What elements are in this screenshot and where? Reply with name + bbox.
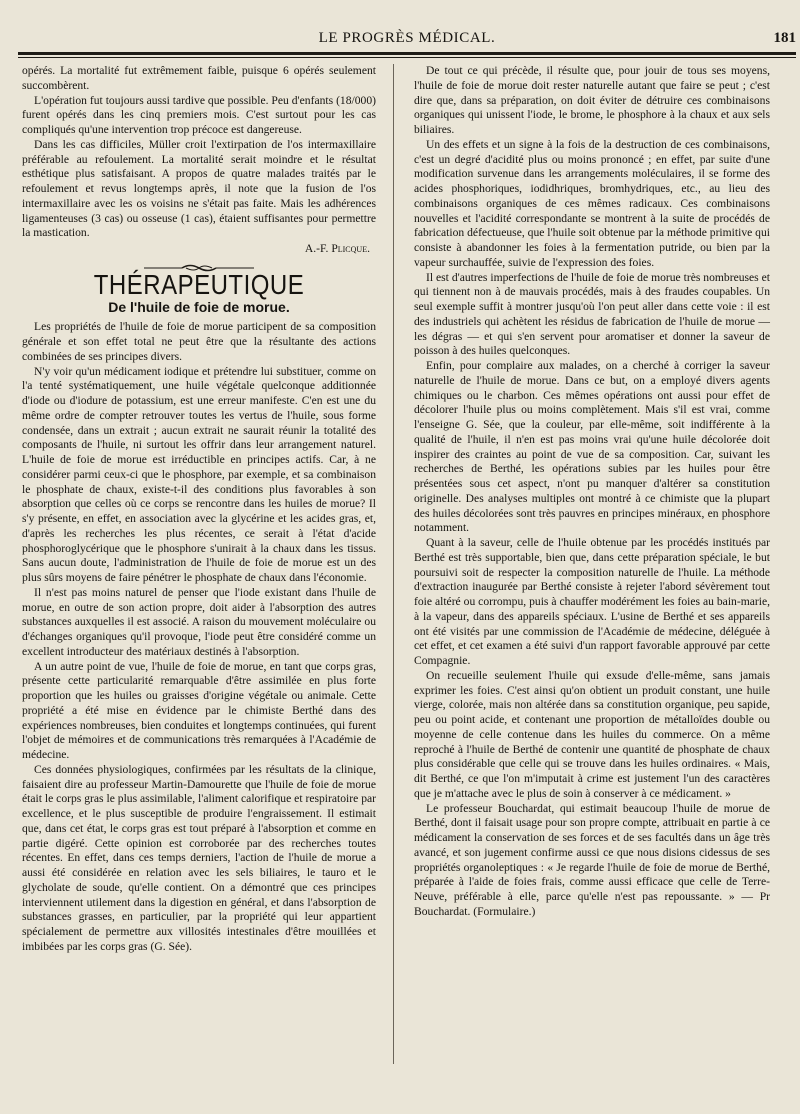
paragraph: De tout ce qui précède, il résulte que, pour jouir de tous ses moyens, l'huile de foie de morue doit rester naturelle autant que faire se peut ; c'est dire que, dans sa préparation, on doit éviter de détruire ces combinaisons organiques qui unissent l'iode, le brome, le phosphore à la chaux et aux sels biliaires.: [414, 64, 770, 136]
signature-name: Plicque.: [331, 242, 370, 255]
page-number: 181: [773, 30, 796, 46]
right-column: [414, 64, 770, 920]
paragraph: Un des effets et un signe à la fois de la destruction de ces combinaisons, c'est un degré d'acidité plus ou moins prononcé ; en effet, par suite d'une modification survenue dans les arrangements moléculaires, il se forme des acides phosphoriques, iodidhriques, bromhydriques, etc., au lieu des combinaisons organiques de ces mêmes radicaux. Ces combinaisons nouvelles et l'acidité correspondante se montrent à la suite de procédés de fabrication défectueuse, que l'huile soit obtenue par la méthode primitive qui consiste à abandonner les foies à la fermentation putride, ou bien par la vapeur surchauffée, suivie de l'expression des foies.: [414, 137, 770, 269]
paragraph: Il n'est pas moins naturel de penser que l'iode existant dans l'huile de morue, en outre de son action propre, doit aider à l'absorption des autres substances auxquelles il est associé. A raison du mouvement moléculaire ou d'échanges organiques qu'il provoque, l'iode peut être considéré comme un excellent introducteur des matériaux destinés à l'absorption.: [22, 585, 376, 658]
paragraph: Le professeur Bouchardat, qui estimait beaucoup l'huile de morue de Berthé, dont il faisait usage pour son propre compte, attribuait en partie à ce médicament la conservation de ses forces et de ses facultés dans un âge très avancé, et son jugement confirme aussi ce que nous disions cidessus de ses propriétés organoleptiques : « Je regarde l'huile de foie de morue de Berthé, préparée à l'aide de foies frais, comme aussi efficace que celle de Terre-Neuve, préférable à elle, parce qu'elle n'est pas repoussante. » — Pr Bouchardat. (Formulaire.): [414, 801, 770, 918]
column-divider: [393, 64, 394, 1064]
author-signature: [22, 242, 370, 257]
running-header: [18, 28, 796, 52]
paragraph: Quant à la saveur, celle de l'huile obtenue par les procédés institués par Berthé est très supportable, bien que, dans cette préparation spéciale, le but poursuivi soit de respecter la composition naturelle de l'huile. La méthode d'extraction inaugurée par Berthé consiste à rejeter l'abord sévèrement tout foie altéré ou corrompu, puis à chauffer modérément les foies au bain-marie, à la vapeur, dans des appareils spéciaux. L'usine de Berthé et ses appareils ont été visités par une commission de l'Académie de médecine, déléguée à cet effet, et cet examen a été suivi d'un rapport favorable approuvé par cette Compagnie.: [414, 536, 770, 667]
header-rule-thick: [18, 52, 796, 55]
section-title: THÉRAPEUTIQUE: [93, 269, 305, 301]
paragraph: A un autre point de vue, l'huile de foie de morue, en tant que corps gras, présente cette particularité remarquable d'être assimilée en plus forte proportion que les huiles ou graisses d'origine végétale ou animale. Cette propriété a été mise en évidence par le chimiste Berthé dans des expériences nombreuses, bien conduites et longtemps continuées, qui furent l'objet de mémoires et de communications très remarquées à l'Académie de médecine.: [22, 659, 376, 761]
paragraph: On recueille seulement l'huile qui exsude d'elle-même, sans jamais exprimer les foies. C'est ainsi qu'on obtient un produit constant, une huile vierge, colorée, mais non altérée dans sa constitution organique, peu sapide, peu ou point acide, et contenant une proportion de métalloïdes double ou moyenne de celle contenue dans les huiles du commerce. On a même reproché à l'huile de Berthé de contenir une quantité de phosphate de chaux plus considérable que celle qui se trouve dans les huiles ordinaires. « Mais, dit Berthé, ce que l'on m'imputait à crime est justement l'un des caractères que je m'attache avec le plus de soin à conserver à ce médicament. »: [414, 668, 770, 800]
left-column: [22, 64, 376, 955]
paragraph: Il est d'autres imperfections de l'huile de foie de morue très nombreuses et qui tiennent non à de mauvais procédés, mais à des fraudes coupables. Un seul exemple suffit à montrer jusqu'où l'on peut aller dans cette voie : il est des industriels qui achètent les résidus de fabrication de l'huile de morue — les dégras — et qui s'en servent pour aromatiser et donner la saveur de poisson à des huiles quelconques.: [414, 270, 770, 358]
paragraph: opérés. La mortalité fut extrêmement faible, puisque 6 opérés seulement succombèrent.: [22, 64, 376, 92]
paragraph: Les propriétés de l'huile de foie de morue participent de sa composition générale et son effet total ne peut être que la résultante des actions combinées de ses principes divers.: [22, 320, 376, 363]
paragraph: N'y voir qu'un médicament iodique et prétendre lui substituer, comme on l'a tenté systématiquement, une huile végétale quelconque additionnée d'iode ou d'iodure de potassium, est une erreur manifeste. C'en est une du même ordre de compter retrouver toutes les vertus de l'huile, sous forme condensée, dans un extrait ; aucun extrait ne saurait réunir la totalité des composants de l'huile, ni surtout les offrir dans leur arrangement naturel. L'huile de foie de morue est irréductible en principes actifs. Car, à ne considérer parmi ceux-ci que le phosphore, par exemple, et sa combinaison le phosphate de chaux, existe-t-il des conditions plus favorables à son absorption que celles où ce corps se rencontre dans les huiles de morue? Il s'y présente, en effet, en association avec la glycérine et les acides gras, et, d'après les recherches les plus récentes, ce serait à l'état d'acide phosphoroglycérique que le phosphore s'unirait à la chaux dans les tissus. Sans aucun doute, l'administration de l'huile de foie de morue est un des plus sûrs moyens de faire pénétrer le phosphate de chaux dans l'économie.: [22, 364, 376, 584]
header-rule-thin: [18, 57, 796, 58]
paragraph: Ces données physiologiques, confirmées par les résultats de la clinique, faisaient dire au professeur Martin-Damourette que l'huile de foie de morue était le corps gras le plus assimilable, l'aliment calorifique et respiratoire par excellence, et le plus susceptible de produire l'engraissement. Il estimait que, dans cet état, le corps gras est tout préparé à l'absorption et comme en partie digéré. Cette opinion est corroborée par des recherches toutes récentes. En effet, dans ces temps derniers, l'action de l'huile de morue a aussi été considérée en relation avec les sels biliaires, le tauro et le glycholate de soude, qu'elle contient. On a démontré que ces principes interviennent utilement dans la digestion en général, et dans l'absorption de substances grasses, en particulier, par la propriété qui leur appartient spécialement de permettre aux villosités intestinales d'être mouillées et imbibées par les corps gras (G. Sée).: [22, 762, 376, 953]
article-title: De l'huile de foie de morue.: [108, 298, 290, 315]
paragraph: Dans les cas difficiles, Müller croit l'extirpation de l'os intermaxillaire préférable au refoulement. La mortalité serait moindre et le résultat esthétique plus satisfaisant. A propos de quatre malades traités par le refoulement et revus longtemps après, il note que la fusion de l'os intermaxillaire avec les os voisins ne s'était pas faite. Mais les adhérences ligamenteuses (3 cas) ou osseuse (1 cas), étaient suffisantes pour permettre la mastication.: [22, 137, 376, 240]
journal-title: LE PROGRÈS MÉDICAL.: [318, 30, 496, 46]
paragraph: Enfin, pour complaire aux malades, on a cherché à corriger la saveur naturelle de l'huile de morue. Dans ce but, on a employé divers agents chimiques ou le charbon. Ces mêmes opérations ont aussi pour effet de décolorer l'huile plus ou moins complètement. Mais s'il est vrai, comme l'enseigne G. Sée, que la couleur, par elle-même, soit indifférente à la qualité de l'huile, il n'en est pas moins vrai qu'une huile décolorée doit inspirer des craintes au point de vue de sa composition. Car, suivant les recherches de Berthé, les opérations subies par les huiles pour être présentées sous cet aspect, n'ont pu manquer d'altérer sa constitution originelle. Des analyses multiples ont montré à ce chimiste que la plupart des huiles décolorées sont très pauvres en principes minéraux, en phosphore notamment.: [414, 359, 770, 535]
paragraph: L'opération fut toujours aussi tardive que possible. Peu d'enfants (18/000) furent opérés dans les cinq premiers mois. C'est surtout pour les cas compliqués qu'une intervention trop précoce est dangereuse.: [22, 93, 376, 136]
signature-initials: A.-F.: [304, 242, 329, 255]
